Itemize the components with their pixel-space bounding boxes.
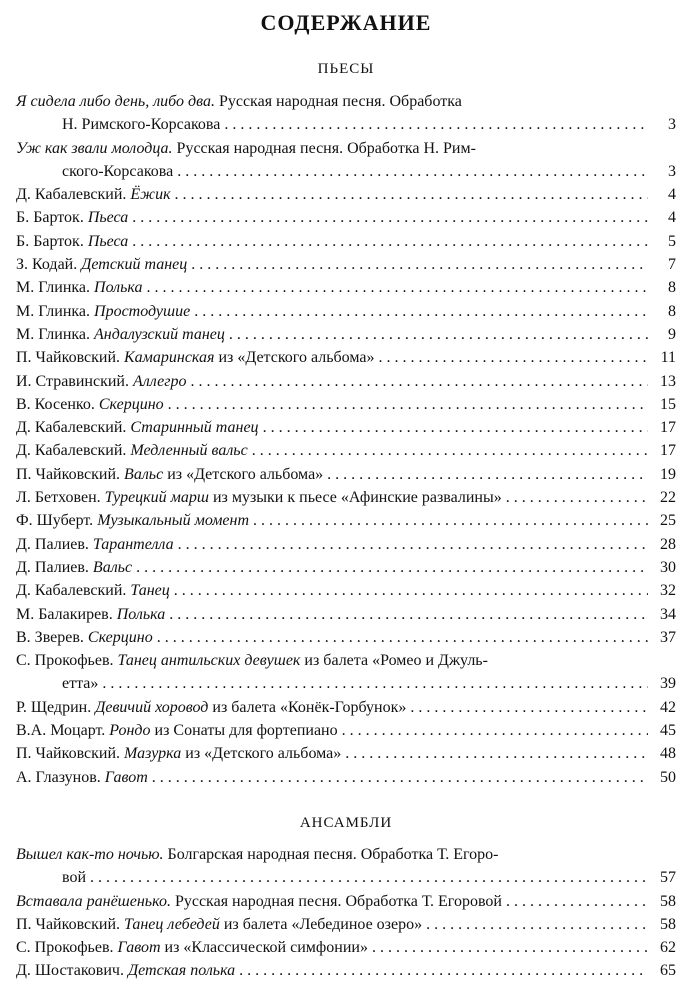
- dot-leader: [191, 253, 648, 276]
- dot-leader: [152, 766, 648, 789]
- dot-leader: [157, 626, 648, 649]
- page-number: 58: [660, 915, 676, 933]
- entry-work: Полька: [94, 279, 143, 297]
- entry-rest: из балета «Конёк-Горбунок»: [208, 698, 407, 716]
- toc-entry: [16, 766, 676, 789]
- entry-title: [16, 766, 148, 789]
- entry-rest: из «Детского альбома»: [214, 349, 375, 367]
- entry-title: [16, 649, 488, 672]
- entry-author: С. Прокофьев.: [16, 652, 118, 670]
- entry-work: Гавот: [117, 939, 161, 957]
- entry-title: [16, 323, 225, 346]
- toc-entry: [16, 276, 676, 299]
- entry-continuation: Н. Римского-Корсакова: [62, 116, 221, 134]
- entry-title: [16, 393, 164, 416]
- entry-work: Простодушие: [94, 302, 191, 320]
- entry-author: М. Глинка.: [16, 325, 95, 343]
- toc-entry: [16, 370, 676, 393]
- toc-entry: [16, 936, 676, 959]
- entry-work: Вальс: [92, 558, 133, 576]
- page-number: 4: [668, 186, 676, 204]
- entry-title: [16, 346, 374, 369]
- dot-leader: [506, 890, 648, 913]
- entry-author: Д. Палиев.: [16, 535, 93, 553]
- dot-leader: [132, 230, 648, 253]
- entry-work: Вставала ранёшенько.: [16, 892, 171, 910]
- entry-title: [16, 533, 174, 556]
- page-number: 58: [660, 892, 676, 910]
- entry-rest: из «Классической симфонии»: [160, 939, 368, 957]
- entry-title: [16, 913, 422, 936]
- page-number: 9: [668, 325, 676, 343]
- entry-author: М. Глинка.: [16, 302, 95, 320]
- dot-leader: [372, 936, 648, 959]
- entry-title: [16, 719, 338, 742]
- toc-entry: [16, 696, 676, 719]
- page-number: 11: [660, 349, 676, 367]
- toc-ensembles: [16, 843, 676, 983]
- page-number: 39: [660, 675, 676, 693]
- entry-title: [16, 509, 249, 532]
- toc-entry: [16, 206, 676, 229]
- entry-work: Мазурка: [124, 745, 182, 763]
- entry-work: Детская полька: [127, 962, 236, 980]
- dot-leader: [345, 742, 648, 765]
- page-number: 7: [668, 256, 676, 274]
- entry-title: [16, 579, 170, 602]
- toc-entry: [16, 603, 676, 626]
- toc-entry: [16, 439, 676, 462]
- dot-leader: [174, 579, 648, 602]
- entry-rest: Русская народная песня. Обработка Т. Егоровой: [170, 892, 502, 910]
- entry-work: Детский танец: [81, 256, 188, 274]
- entry-title: [16, 90, 462, 113]
- dot-leader: [168, 393, 648, 416]
- toc-entry: [16, 649, 676, 696]
- toc-entry: [16, 183, 676, 206]
- entry-work: Девичий хоровод: [95, 698, 209, 716]
- entry-title: [16, 742, 341, 765]
- dot-leader: [224, 113, 648, 136]
- dot-leader: [90, 866, 648, 889]
- entry-work: Танец: [130, 582, 170, 600]
- dot-leader: [252, 439, 648, 462]
- toc-entry: [16, 742, 676, 765]
- page-number: 17: [660, 419, 676, 437]
- section-title-pieces: ПЬЕСЫ: [317, 61, 375, 77]
- entry-rest: Русская народная песня. Обработка: [214, 93, 462, 110]
- entry-title: [16, 416, 259, 439]
- entry-title: [16, 183, 171, 206]
- entry-title: [16, 959, 235, 982]
- toc-entry: [16, 300, 676, 323]
- entry-author: П. Чайковский.: [16, 349, 125, 367]
- entry-author: С. Прокофьев.: [16, 939, 118, 957]
- entry-work: Уж как звали молодца.: [16, 139, 173, 157]
- page-number: 25: [660, 512, 676, 530]
- entry-author: А. Глазунов.: [16, 768, 105, 786]
- dot-leader: [263, 416, 648, 439]
- entry-title: [16, 230, 128, 253]
- entry-author: М. Глинка.: [16, 279, 95, 297]
- dot-leader: [169, 603, 648, 626]
- entry-work: Пьеса: [87, 209, 129, 227]
- dot-leader: [178, 533, 648, 556]
- entry-work: Андалузский танец: [94, 325, 225, 343]
- entry-title: [16, 843, 499, 866]
- entry-title: [16, 137, 476, 160]
- entry-author: П. Чайковский.: [16, 465, 125, 483]
- entry-title: [16, 890, 502, 913]
- entry-work: Ёжик: [130, 186, 171, 204]
- entry-work: Вышел как-то ночью.: [16, 846, 164, 863]
- entry-title: [16, 253, 187, 276]
- dot-leader: [239, 959, 648, 982]
- page-number: 22: [660, 489, 676, 507]
- entry-title: [16, 486, 502, 509]
- toc-entry: [16, 346, 676, 369]
- entry-rest: Болгарская народная песня. Обработка Т. Егоро-: [163, 846, 499, 863]
- entry-author: Д. Кабалевский.: [16, 419, 131, 437]
- page-number: 37: [660, 628, 676, 646]
- entry-author: Б. Барток.: [16, 209, 88, 227]
- toc-entry: [16, 959, 676, 982]
- toc-entry: [16, 90, 676, 137]
- page-number: 3: [668, 116, 676, 134]
- page-number: 50: [660, 768, 676, 786]
- page-title: СОДЕРЖАНИЕ: [260, 10, 432, 35]
- dot-leader: [194, 300, 648, 323]
- dot-leader: [506, 486, 648, 509]
- entry-work: Танец антильских девушек: [117, 652, 301, 670]
- entry-work: Вальс: [124, 465, 164, 483]
- entry-rest: из балета «Ромео и Джуль-: [300, 652, 488, 670]
- entry-rest: из музыки к пьесе «Афинские развалины»: [208, 489, 502, 507]
- toc-entry: [16, 253, 676, 276]
- page-number: 19: [660, 465, 676, 483]
- dot-leader: [147, 276, 648, 299]
- entry-work: Рондо: [109, 722, 151, 740]
- entry-title: [16, 300, 190, 323]
- page-number: 15: [660, 395, 676, 413]
- entry-title: [16, 276, 143, 299]
- entry-author: В. Косенко.: [16, 395, 99, 413]
- page-number: 28: [660, 535, 676, 553]
- entry-rest: Русская народная песня. Обработка Н. Рим-: [172, 139, 476, 157]
- entry-author: П. Чайковский.: [16, 745, 125, 763]
- entry-work: Старинный танец: [130, 419, 259, 437]
- toc-entry: [16, 463, 676, 486]
- entry-title: [16, 626, 153, 649]
- entry-work: Скерцино: [87, 628, 153, 646]
- dot-leader: [253, 509, 648, 532]
- dot-leader: [342, 719, 648, 742]
- page-number: 5: [668, 232, 676, 250]
- entry-work: Аллегро: [132, 372, 187, 390]
- entry-title: [16, 463, 323, 486]
- page-number: 65: [660, 962, 676, 980]
- page-number: 45: [660, 722, 676, 740]
- entry-work: Тарантелла: [92, 535, 174, 553]
- entry-author: Д. Кабалевский.: [16, 582, 131, 600]
- entry-work: Я сидела либо день, либо два.: [16, 93, 215, 110]
- entry-continuation: етта»: [62, 675, 99, 693]
- entry-author: М. Балакирев.: [16, 605, 117, 623]
- dot-leader: [175, 183, 648, 206]
- entry-work: Музыкальный момент: [97, 512, 250, 530]
- entry-title: [16, 206, 128, 229]
- entry-title: [16, 439, 248, 462]
- entry-work: Медленный вальс: [130, 442, 248, 460]
- entry-author: Д. Шостакович.: [16, 962, 128, 980]
- entry-author: Б. Барток.: [16, 232, 88, 250]
- entry-title: [16, 696, 406, 719]
- toc-entry: [16, 393, 676, 416]
- entry-rest: из Сонаты для фортепиано: [150, 722, 338, 740]
- toc-entry: [16, 137, 676, 184]
- toc-entry: [16, 416, 676, 439]
- toc-entry: [16, 323, 676, 346]
- toc-entry: [16, 533, 676, 556]
- page-number: 62: [660, 939, 676, 957]
- toc-entry: [16, 579, 676, 602]
- page-number: 8: [668, 279, 676, 297]
- toc-entry: [16, 719, 676, 742]
- entry-author: З. Кодай.: [16, 256, 82, 274]
- entry-continuation: вой: [62, 869, 87, 887]
- page-number: 42: [660, 698, 676, 716]
- toc-entry: [16, 626, 676, 649]
- entry-author: В.А. Моцарт.: [16, 722, 110, 740]
- page-number: 30: [660, 558, 676, 576]
- dot-leader: [190, 370, 648, 393]
- toc-entry: [16, 486, 676, 509]
- dot-leader: [177, 160, 648, 183]
- toc-entry: [16, 843, 676, 890]
- page-number: 4: [668, 209, 676, 227]
- toc-entry: [16, 913, 676, 936]
- entry-author: Д. Палиев.: [16, 558, 93, 576]
- dot-leader: [410, 696, 648, 719]
- entry-title: [16, 370, 186, 393]
- page-number: 34: [660, 605, 676, 623]
- entry-work: Полька: [116, 605, 166, 623]
- entry-author: Ф. Шуберт.: [16, 512, 98, 530]
- page-number: 13: [660, 372, 676, 390]
- page-number: 17: [660, 442, 676, 460]
- entry-author: П. Чайковский.: [16, 915, 125, 933]
- dot-leader: [132, 206, 648, 229]
- dot-leader: [102, 672, 648, 695]
- entry-rest: из балета «Лебединое озеро»: [219, 915, 423, 933]
- entry-author: Д. Кабалевский.: [16, 186, 131, 204]
- entry-title: [16, 936, 368, 959]
- section-title-ensembles: АНСАМБЛИ: [299, 815, 393, 831]
- dot-leader: [378, 346, 648, 369]
- entry-work: Гавот: [104, 768, 148, 786]
- entry-work: Пьеса: [87, 232, 129, 250]
- toc-entry: [16, 890, 676, 913]
- dot-leader: [426, 913, 648, 936]
- entry-author: Д. Кабалевский.: [16, 442, 131, 460]
- toc-pieces: [16, 90, 676, 789]
- dot-leader: [229, 323, 648, 346]
- page-number: 3: [668, 162, 676, 180]
- entry-author: И. Стравинский.: [16, 372, 133, 390]
- entry-author: Л. Бетховен.: [16, 489, 105, 507]
- entry-author: Р. Щедрин.: [16, 698, 96, 716]
- toc-entry: [16, 556, 676, 579]
- entry-work: Турецкий марш: [104, 489, 209, 507]
- entry-rest: из «Детского альбома»: [163, 465, 324, 483]
- toc-entry: [16, 230, 676, 253]
- entry-author: В. Зверев.: [16, 628, 88, 646]
- page-number: 32: [660, 582, 676, 600]
- entry-rest: из «Детского альбома»: [181, 745, 342, 763]
- page-number: 57: [660, 869, 676, 887]
- entry-work: Камаринская: [124, 349, 215, 367]
- toc-entry: [16, 509, 676, 532]
- page-number: 8: [668, 302, 676, 320]
- entry-work: Скерцино: [98, 395, 164, 413]
- dot-leader: [327, 463, 648, 486]
- page-number: 48: [660, 745, 676, 763]
- entry-continuation: ского-Корсакова: [62, 162, 174, 180]
- dot-leader: [136, 556, 648, 579]
- entry-title: [16, 603, 165, 626]
- entry-title: [16, 556, 132, 579]
- entry-work: Танец лебедей: [124, 915, 220, 933]
